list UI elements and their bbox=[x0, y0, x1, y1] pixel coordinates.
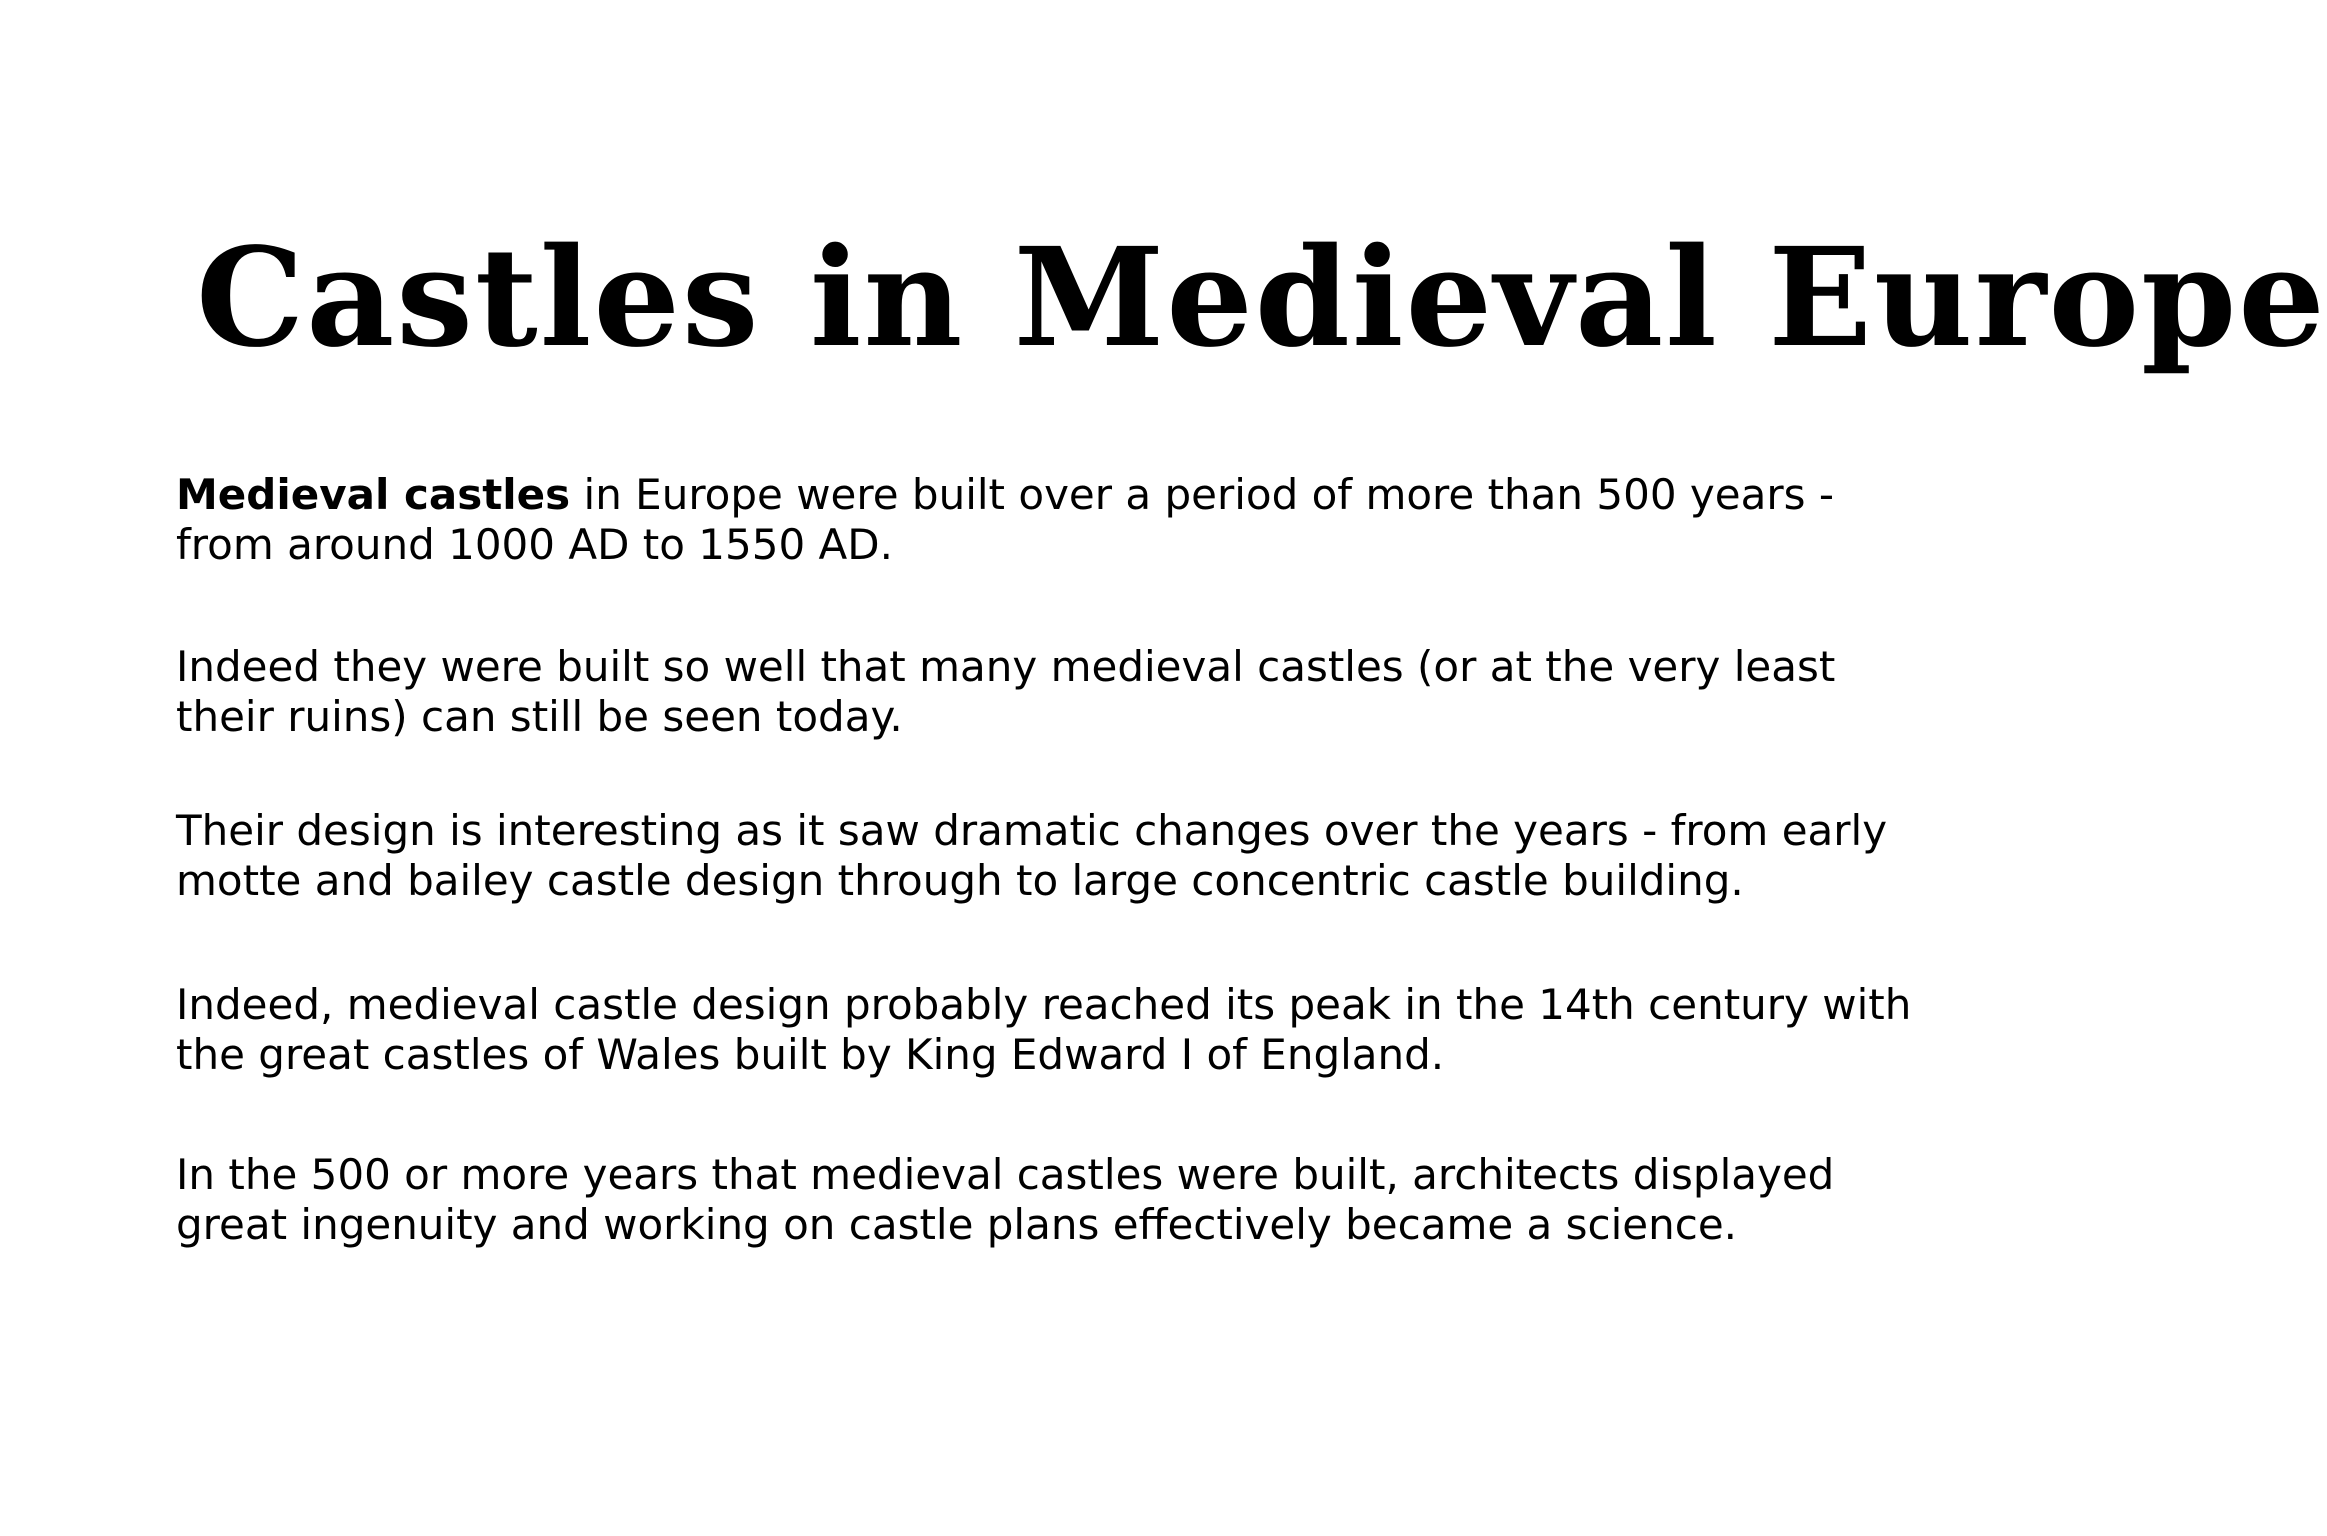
paragraph-1-bold-lead: Medieval castles bbox=[176, 470, 571, 519]
paragraph-2: Indeed they were built so well that many medieval castles (or at the very least their ruins) can still be seen today. bbox=[176, 642, 1836, 741]
slide-title: Castles in Medieval Europe bbox=[196, 218, 2327, 378]
paragraph-3: Their design is interesting as it saw dramatic changes over the years - from early motte and bailey castle design through to large concentric castle building. bbox=[176, 806, 1888, 905]
paragraph-4: Indeed, medieval castle design probably reached its peak in the 14th century with the great castles of Wales built by King Edward I of England. bbox=[176, 980, 1912, 1079]
paragraph-1 bbox=[176, 470, 1936, 570]
paragraph-5: In the 500 or more years that medieval castles were built, architects displayed great ingenuity and working on castle plans effectively became a science. bbox=[176, 1150, 1835, 1249]
paragraph-1-text: in Europe were built over a period of more than 500 years - from around 1000 AD to 1550 AD. bbox=[176, 470, 1834, 569]
